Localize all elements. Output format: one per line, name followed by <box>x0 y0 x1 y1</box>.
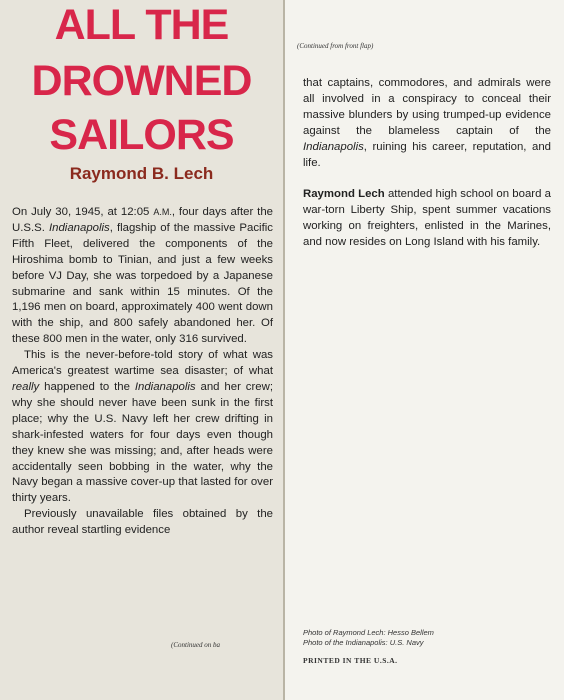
front-flap-text <box>12 205 273 539</box>
book-title-line-3: SAILORS <box>49 111 234 159</box>
back-flap-text <box>303 76 551 267</box>
continued-from-front-note: (Continued from front flap) <box>297 42 374 50</box>
back-flap-paragraph-1: that captains, commodores, and admirals were all involved in a conspiracy to conceal their massive blunders by using trumped-up evidence against the blameless captain of the Indianapolis, ruining his career, reputation, and life. <box>303 77 551 169</box>
photo-credits <box>303 628 553 648</box>
back-flap <box>285 0 564 700</box>
book-title-line-1: ALL THE <box>54 1 229 49</box>
front-flap-paragraph-3: Previously unavailable files obtained by the author reveal startling evidence <box>12 508 273 537</box>
continued-on-back-note: (Continued on ba <box>171 641 220 649</box>
book-title-line-2: DROWNED <box>31 57 252 105</box>
photo-credit-ship: Photo of the Indianapolis: U.S. Navy <box>303 638 424 647</box>
front-flap-paragraph-1: On July 30, 1945, at 12:05 A.M., four days after the U.S.S. Indianapolis, flagship of the massive Pacific Fifth Fleet, delivered the components of the Hiroshima bomb to Tinian, and just a few weeks before VJ Day, she was torpedoed by a Japanese submarine and sank within 15 minutes. Of the 1,196 men on board, approximately 400 went down with the ship, and 800 safely abandoned her. Of these 800 men in the water, only 316 survived. <box>12 206 273 346</box>
photo-credit-author: Photo of Raymond Lech: Hesso Bellem <box>303 628 434 637</box>
printed-in-usa: PRINTED IN THE U.S.A. <box>303 656 398 665</box>
front-flap-paragraph-2: This is the never-before-told story of what was America's greatest wartime sea disaster; of what really happened to the Indianapolis and her crew; why she should never have been sunk in the first place; why the U.S. Navy left her crew drifting in shark-infested waters for four days even though they knew she was missing; and, after heads were accidentally seen bobbing in the water, why the Navy began a massive cover-up that lasted for over thirty years. <box>12 349 273 505</box>
author-bio: Raymond Lech attended high school on board a war-torn Liberty Ship, spent summer vacations working on freighters, enlisted in the Marines, and now resides on Long Island with his family. <box>303 188 551 249</box>
author-name: Raymond B. Lech <box>69 164 214 183</box>
